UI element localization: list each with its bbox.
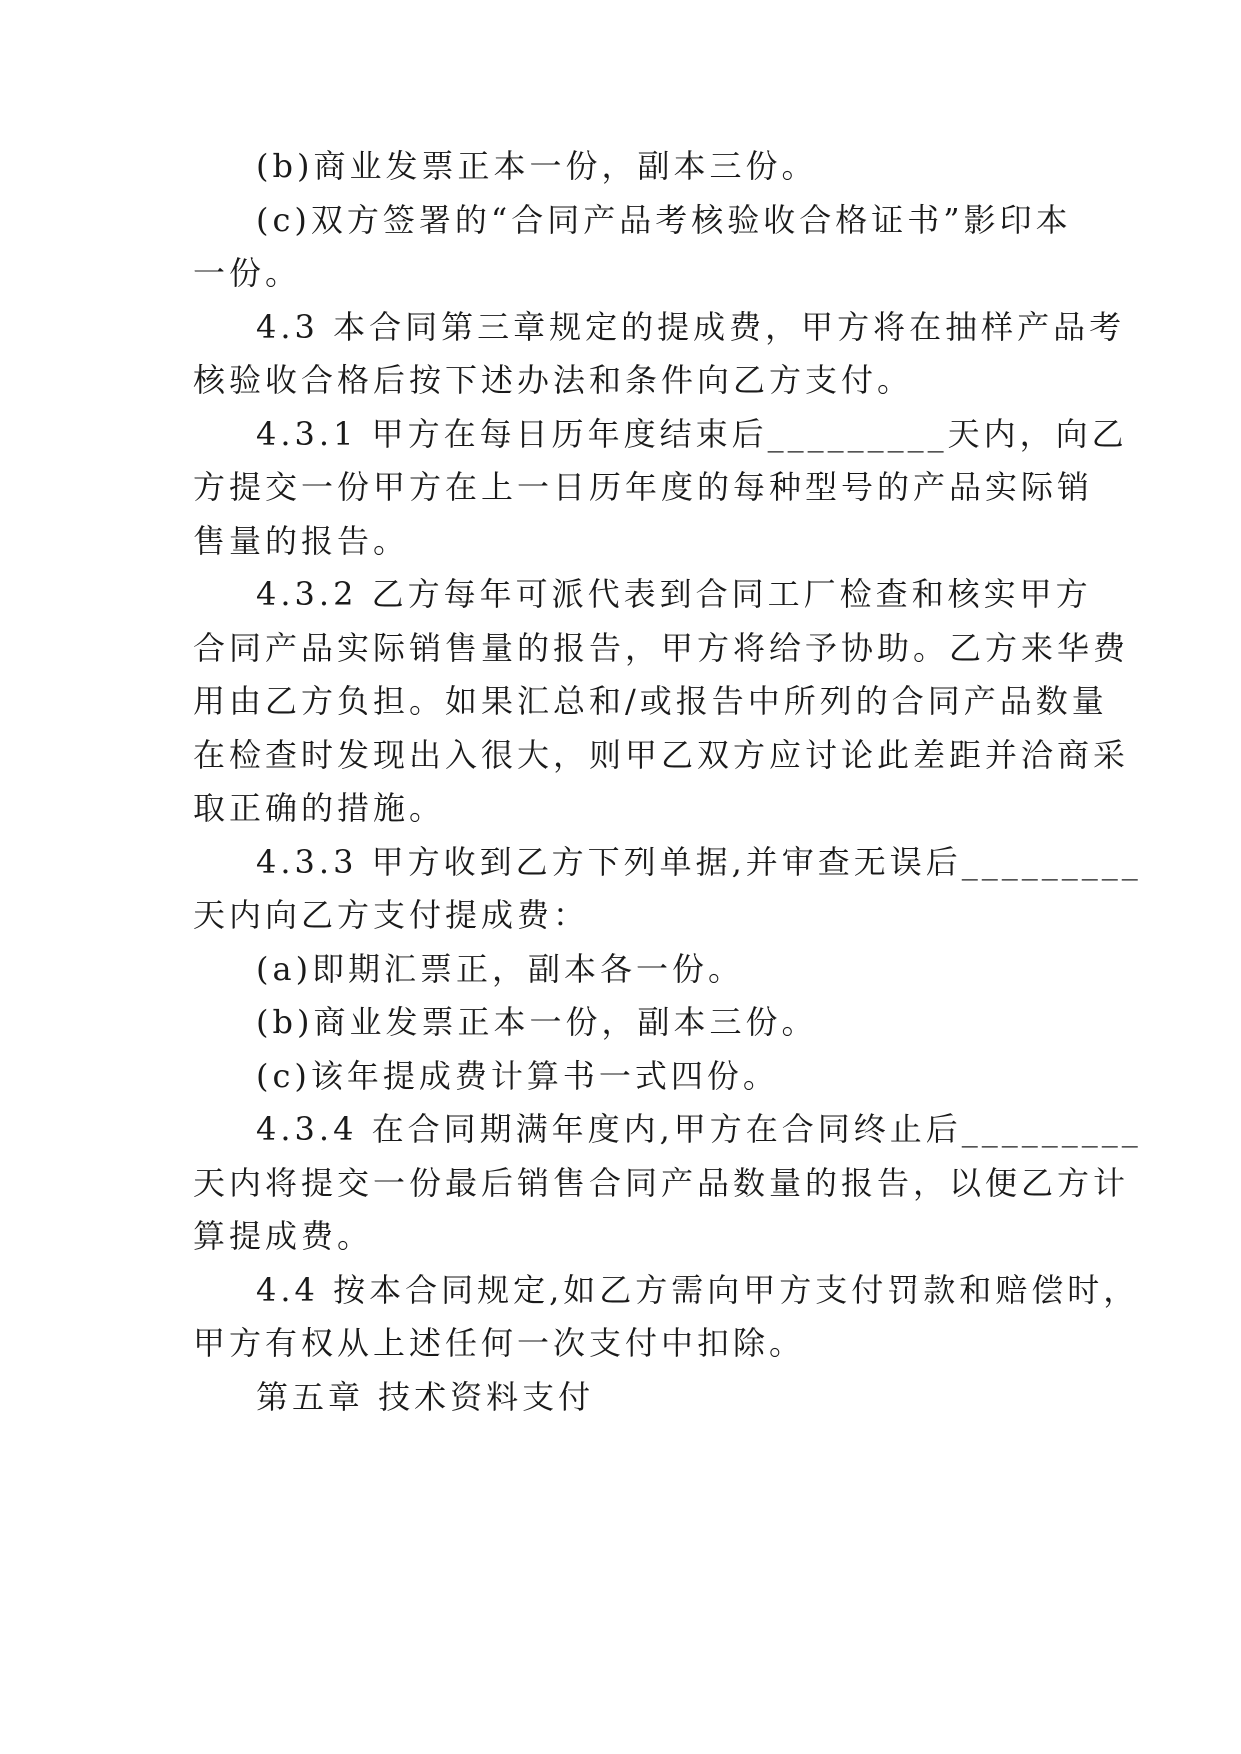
text-line: 4.3.2 乙方每年可派代表到合同工厂检查和核实甲方 [256, 575, 1092, 613]
text-line: 方提交一份甲方在上一日历年度的每种型号的产品实际销 [193, 468, 1094, 506]
text-line: 算提成费。 [193, 1217, 374, 1255]
text-line: 4.3 本合同第三章规定的提成费，甲方将在抽样产品考 [256, 308, 1126, 346]
text-line: 4.3.4 在合同期满年度内,甲方在合同终止后_________ [256, 1110, 1142, 1148]
text-line: 在检查时发现出入很大，则甲乙双方应讨论此差距并洽商采 [193, 736, 1130, 774]
text-line: 合同产品实际销售量的报告，甲方将给予协助。乙方来华费 [193, 629, 1130, 667]
text-line: (a)即期汇票正，副本各一份。 [256, 950, 745, 988]
text-line: 天内向乙方支付提成费： [193, 896, 590, 934]
text-line: (b)商业发票正本一份，副本三份。 [256, 147, 818, 185]
text-line: 4.3.3 甲方收到乙方下列单据,并审查无误后_________ [256, 843, 1142, 881]
text-line: (c)双方签署的“合同产品考核验收合格证书”影印本 [256, 201, 1072, 239]
text-line: 用由乙方负担。如果汇总和/或报告中所列的合同产品数量 [193, 682, 1108, 720]
text-line: 天内将提交一份最后销售合同产品数量的报告，以便乙方计 [193, 1164, 1130, 1202]
text-line: 4.4 按本合同规定,如乙方需向甲方支付罚款和赔偿时， [256, 1271, 1140, 1309]
text-line: (c)该年提成费计算书一式四份。 [256, 1057, 779, 1095]
text-line: 甲方有权从上述任何一次支付中扣除。 [193, 1324, 806, 1362]
text-line: 4.3.1 甲方在每日历年度结束后_________天内，向乙 [256, 415, 1128, 453]
text-line: 核验收合格后按下述办法和条件向乙方支付。 [193, 361, 914, 399]
text-line: 取正确的措施。 [193, 789, 446, 827]
text-line: 售量的报告。 [193, 522, 410, 560]
text-line: (b)商业发票正本一份，副本三份。 [256, 1003, 818, 1041]
text-line: 一份。 [193, 254, 302, 292]
chapter-heading: 第五章 技术资料支付 [256, 1378, 595, 1416]
